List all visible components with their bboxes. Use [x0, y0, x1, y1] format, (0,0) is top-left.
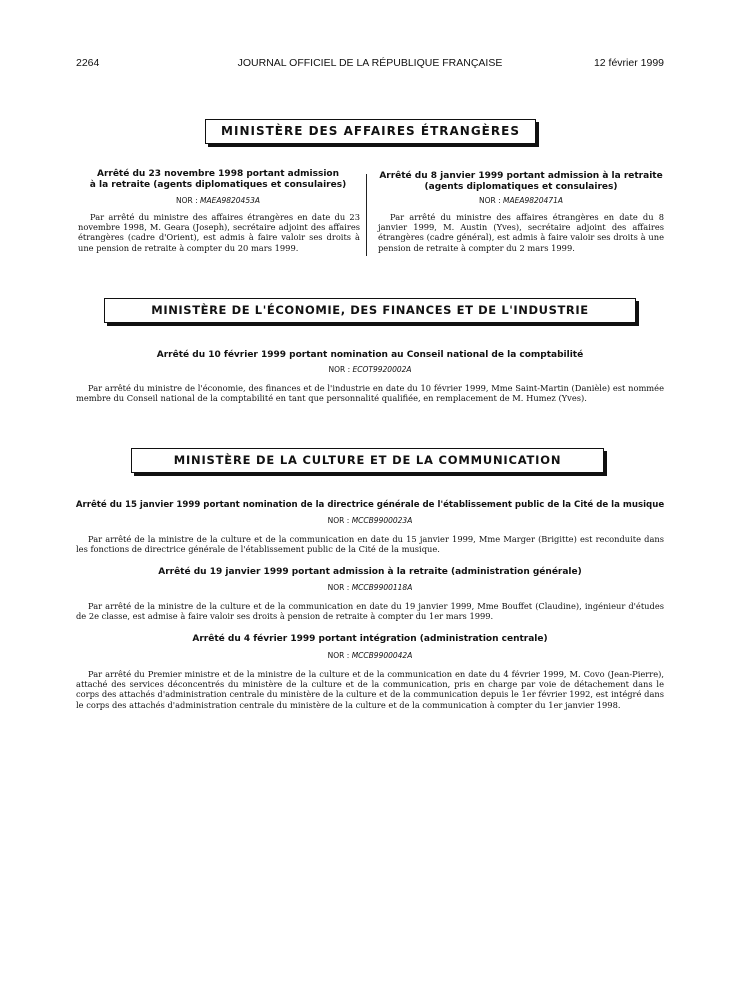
article-body: Par arrêté de la ministre de la culture et de la communication en date du 15 janvier 1999, Mme Marger (Brigitte) est reconduite dans les fonctions de directrice générale de l'établissement public de la Cité de la musique.: [76, 534, 664, 555]
article-body: Par arrêté du ministre de l'économie, des finances et de l'industrie en date du 10 février 1999, Mme Saint-Martin (Danièle) est nommée membre du Conseil national de la comptabilité en tant que personnalité qualifiée, en remplacement de M. Humez (Yves).: [76, 383, 664, 404]
ministry-heading-culture: MINISTÈRE DE LA CULTURE ET DE LA COMMUNICATION: [131, 448, 604, 473]
journal-title: JOURNAL OFFICIEL DE LA RÉPUBLIQUE FRANÇAISE: [237, 57, 503, 69]
nor-reference: NOR : ECOT9920002A: [328, 365, 412, 374]
issue-date: 12 février 1999: [593, 57, 664, 69]
page-header: [76, 57, 664, 71]
article-body: Par arrêté de la ministre de la culture et de la communication en date du 19 janvier 1999, Mme Bouffet (Claudine), ingénieur d'études de 2e classe, est admise à faire valoir ses droits à pension de retraite à compter du 1er mars 1999.: [76, 601, 664, 622]
article-title: Arrêté du 15 janvier 1999 portant nomination de la directrice générale de l'établissement public de la Cité de la musique: [75, 500, 665, 510]
article-body: Par arrêté du ministre des affaires étrangères en date du 23 novembre 1998, M. Geara (Joseph), secrétaire adjoint des affaires étrangères (cadre d'Orient), est admis à faire valoir ses droits à une pension de retraite à compter du 20 mars 1999.: [78, 212, 360, 253]
column-divider: [366, 174, 367, 256]
article-title: Arrêté du 19 janvier 1999 portant admission à la retraite (administration générale): [158, 567, 582, 577]
nor-reference: NOR : MAEA9820453A: [175, 196, 261, 205]
article-title: Arrêté du 23 novembre 1998 portant admission à la retraite (agents diplomatiques et consulaires): [89, 169, 347, 190]
article-title: Arrêté du 4 février 1999 portant intégration (administration centrale): [192, 634, 548, 644]
article-title: Arrêté du 10 février 1999 portant nomination au Conseil national de la comptabilité: [156, 350, 584, 360]
article-body: Par arrêté du ministre des affaires étrangères en date du 8 janvier 1999, M. Austin (Yves), secrétaire adjoint des affaires étrangères (cadre général), est admis à faire valoir ses droits à une pension de retraite à compter du 2 mars 1999.: [378, 212, 664, 253]
page-number: 2264: [76, 57, 100, 69]
nor-reference: NOR : MCCB9900118A: [327, 583, 413, 592]
nor-reference: NOR : MCCB9900023A: [327, 516, 413, 525]
nor-reference: NOR : MAEA9820471A: [478, 196, 564, 205]
ministry-heading-foreign-affairs: MINISTÈRE DES AFFAIRES ÉTRANGÈRES: [205, 119, 536, 144]
article-title: Arrêté du 8 janvier 1999 portant admission à la retraite (agents diplomatiques et consulaires): [379, 171, 663, 192]
ministry-heading-economy: MINISTÈRE DE L'ÉCONOMIE, DES FINANCES ET DE L'INDUSTRIE: [104, 298, 636, 323]
nor-reference: NOR : MCCB9900042A: [327, 651, 413, 660]
article-body: Par arrêté du Premier ministre et de la ministre de la culture et de la communication en date du 4 février 1999, M. Covo (Jean-Pierre), attaché des services déconcentrés du ministère de la culture et de la communication, pris en charge par voie de détachement dans le corps des attachés d'administration centrale du ministère de la culture et de la communication depuis le 1er février 1992, est intégré dans le corps des attachés d'administration centrale du ministère de la culture et de la communication à compter du 1er janvier 1998.: [76, 669, 664, 710]
